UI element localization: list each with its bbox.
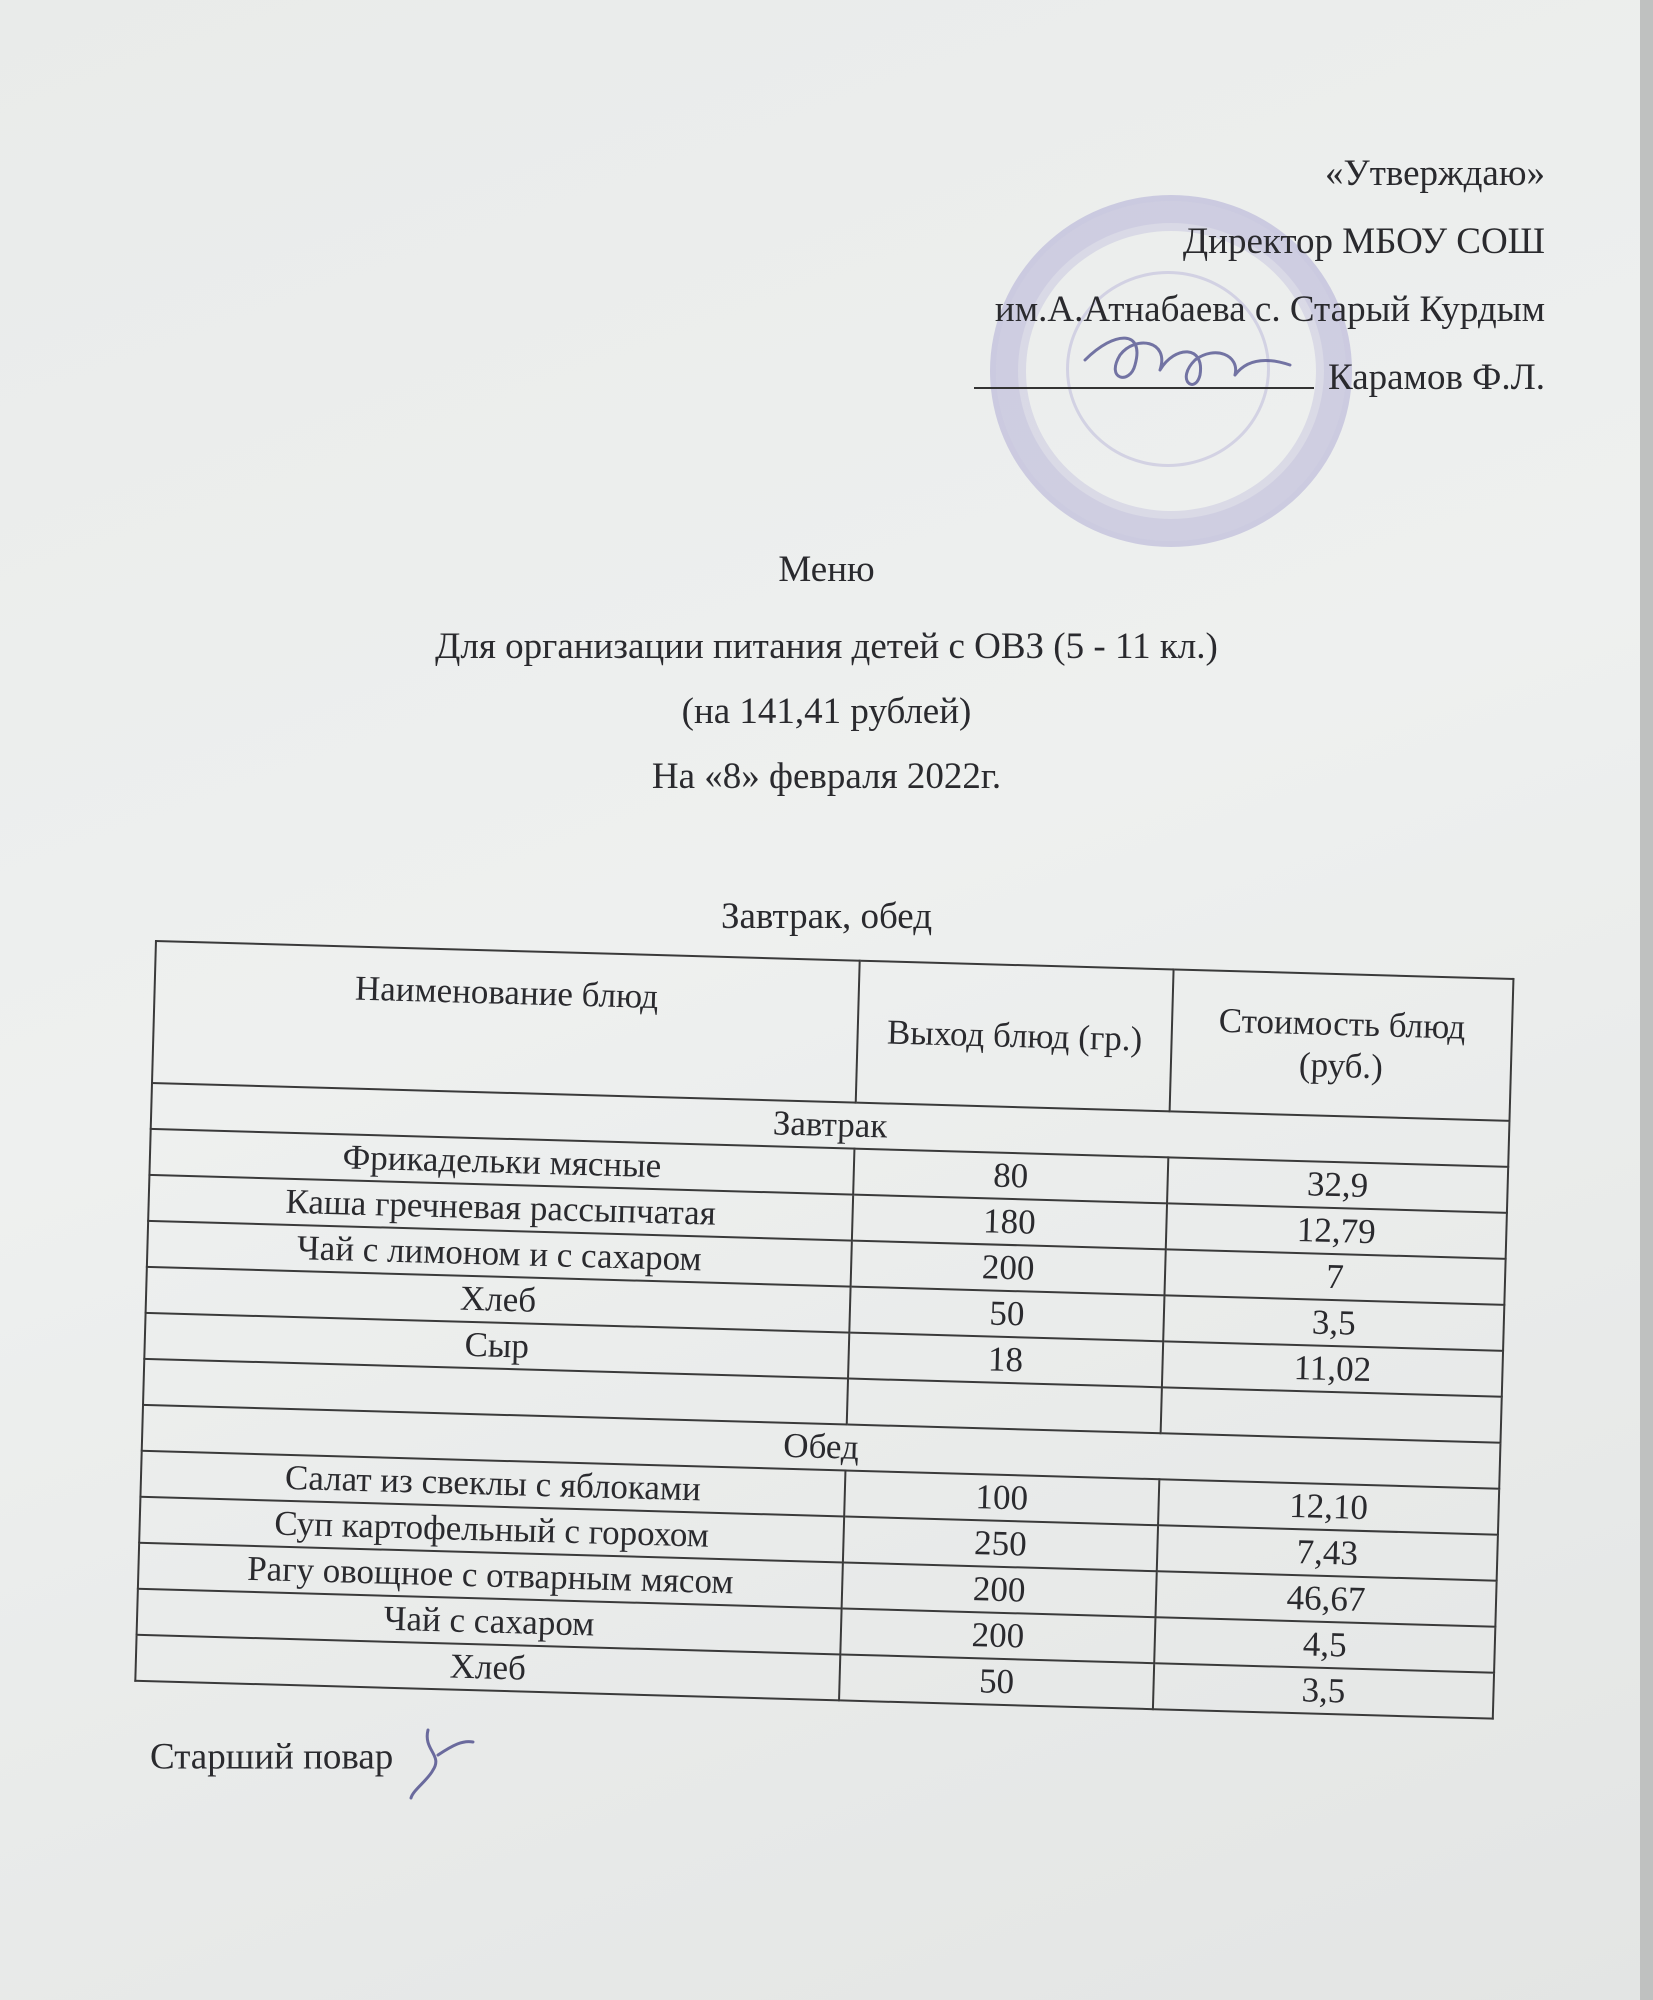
page-edge-shadow (1640, 0, 1653, 2000)
dish-name: Рагу овощное с отварным мясом (138, 1543, 843, 1609)
dish-yield: 250 (843, 1516, 1158, 1571)
dish-cost: 7,43 (1157, 1525, 1498, 1580)
dish-name: Чай с сахаром (137, 1589, 842, 1655)
dish-cost: 7 (1164, 1249, 1505, 1304)
dish-cost: 3,5 (1163, 1295, 1504, 1350)
dish-yield: 200 (842, 1562, 1157, 1617)
dish-name: Фрикадельки мясные (149, 1129, 854, 1195)
dish-name: Чай с лимоном и с сахаром (147, 1221, 852, 1287)
dish-cost: 4,5 (1154, 1617, 1495, 1672)
director-signature (1075, 320, 1305, 410)
dish-cost: 46,67 (1155, 1571, 1496, 1626)
approval-line-2: Директор МБОУ СОШ (1182, 221, 1545, 262)
menu-subtitle: Для организации питания детей с ОВЗ (5 - 11 кл.) (435, 626, 1218, 667)
section-label: Обед (142, 1405, 1501, 1489)
dish-name: Суп картофельный с горохом (139, 1497, 844, 1563)
cook-signature (403, 1720, 483, 1800)
header-yield: Выход блюд (гр.) (856, 961, 1174, 1112)
dish-yield: 200 (851, 1241, 1166, 1296)
header-dish-name: Наименование блюд (152, 941, 860, 1103)
dish-cost: 32,9 (1167, 1157, 1508, 1212)
dish-cost: 12,79 (1166, 1203, 1507, 1258)
menu-title: Меню (778, 549, 875, 590)
dish-cost: 11,02 (1162, 1341, 1503, 1396)
dish-name: Каша гречневая рассыпчатая (148, 1175, 853, 1241)
dish-name: Хлеб (135, 1635, 840, 1701)
approval-line-3: им.А.Атнабаева с. Старый Курдым (994, 289, 1545, 330)
dish-yield: 80 (853, 1149, 1168, 1204)
cook-label: Старший повар (150, 1736, 394, 1778)
director-name: Карамов Ф.Л. (1328, 357, 1545, 398)
header-cost: Стоимость блюд (руб.) (1170, 969, 1514, 1120)
menu-price: (на 141,41 рублей) (681, 691, 972, 732)
cook-signature-row (150, 1720, 483, 1800)
approval-line-1: «Утверждаю» (1325, 153, 1545, 194)
dish-cost: 3,5 (1153, 1663, 1494, 1718)
dish-yield: 18 (848, 1333, 1163, 1388)
menu-date: На «8» февраля 2022г. (651, 756, 1002, 797)
dish-yield: 50 (839, 1654, 1154, 1709)
dish-yield: 50 (849, 1287, 1164, 1342)
dish-yield: 100 (844, 1470, 1159, 1525)
menu-table (134, 940, 1514, 1720)
dish-name: Сыр (144, 1313, 849, 1379)
dish-yield: 200 (840, 1608, 1155, 1663)
dish-cost: 12,10 (1158, 1479, 1499, 1534)
dish-name: Хлеб (146, 1267, 851, 1333)
dish-name: Салат из свеклы с яблоками (140, 1451, 845, 1517)
table-caption: Завтрак, обед (720, 896, 933, 937)
dish-yield: 180 (852, 1195, 1167, 1250)
section-label: Завтрак (151, 1083, 1510, 1167)
